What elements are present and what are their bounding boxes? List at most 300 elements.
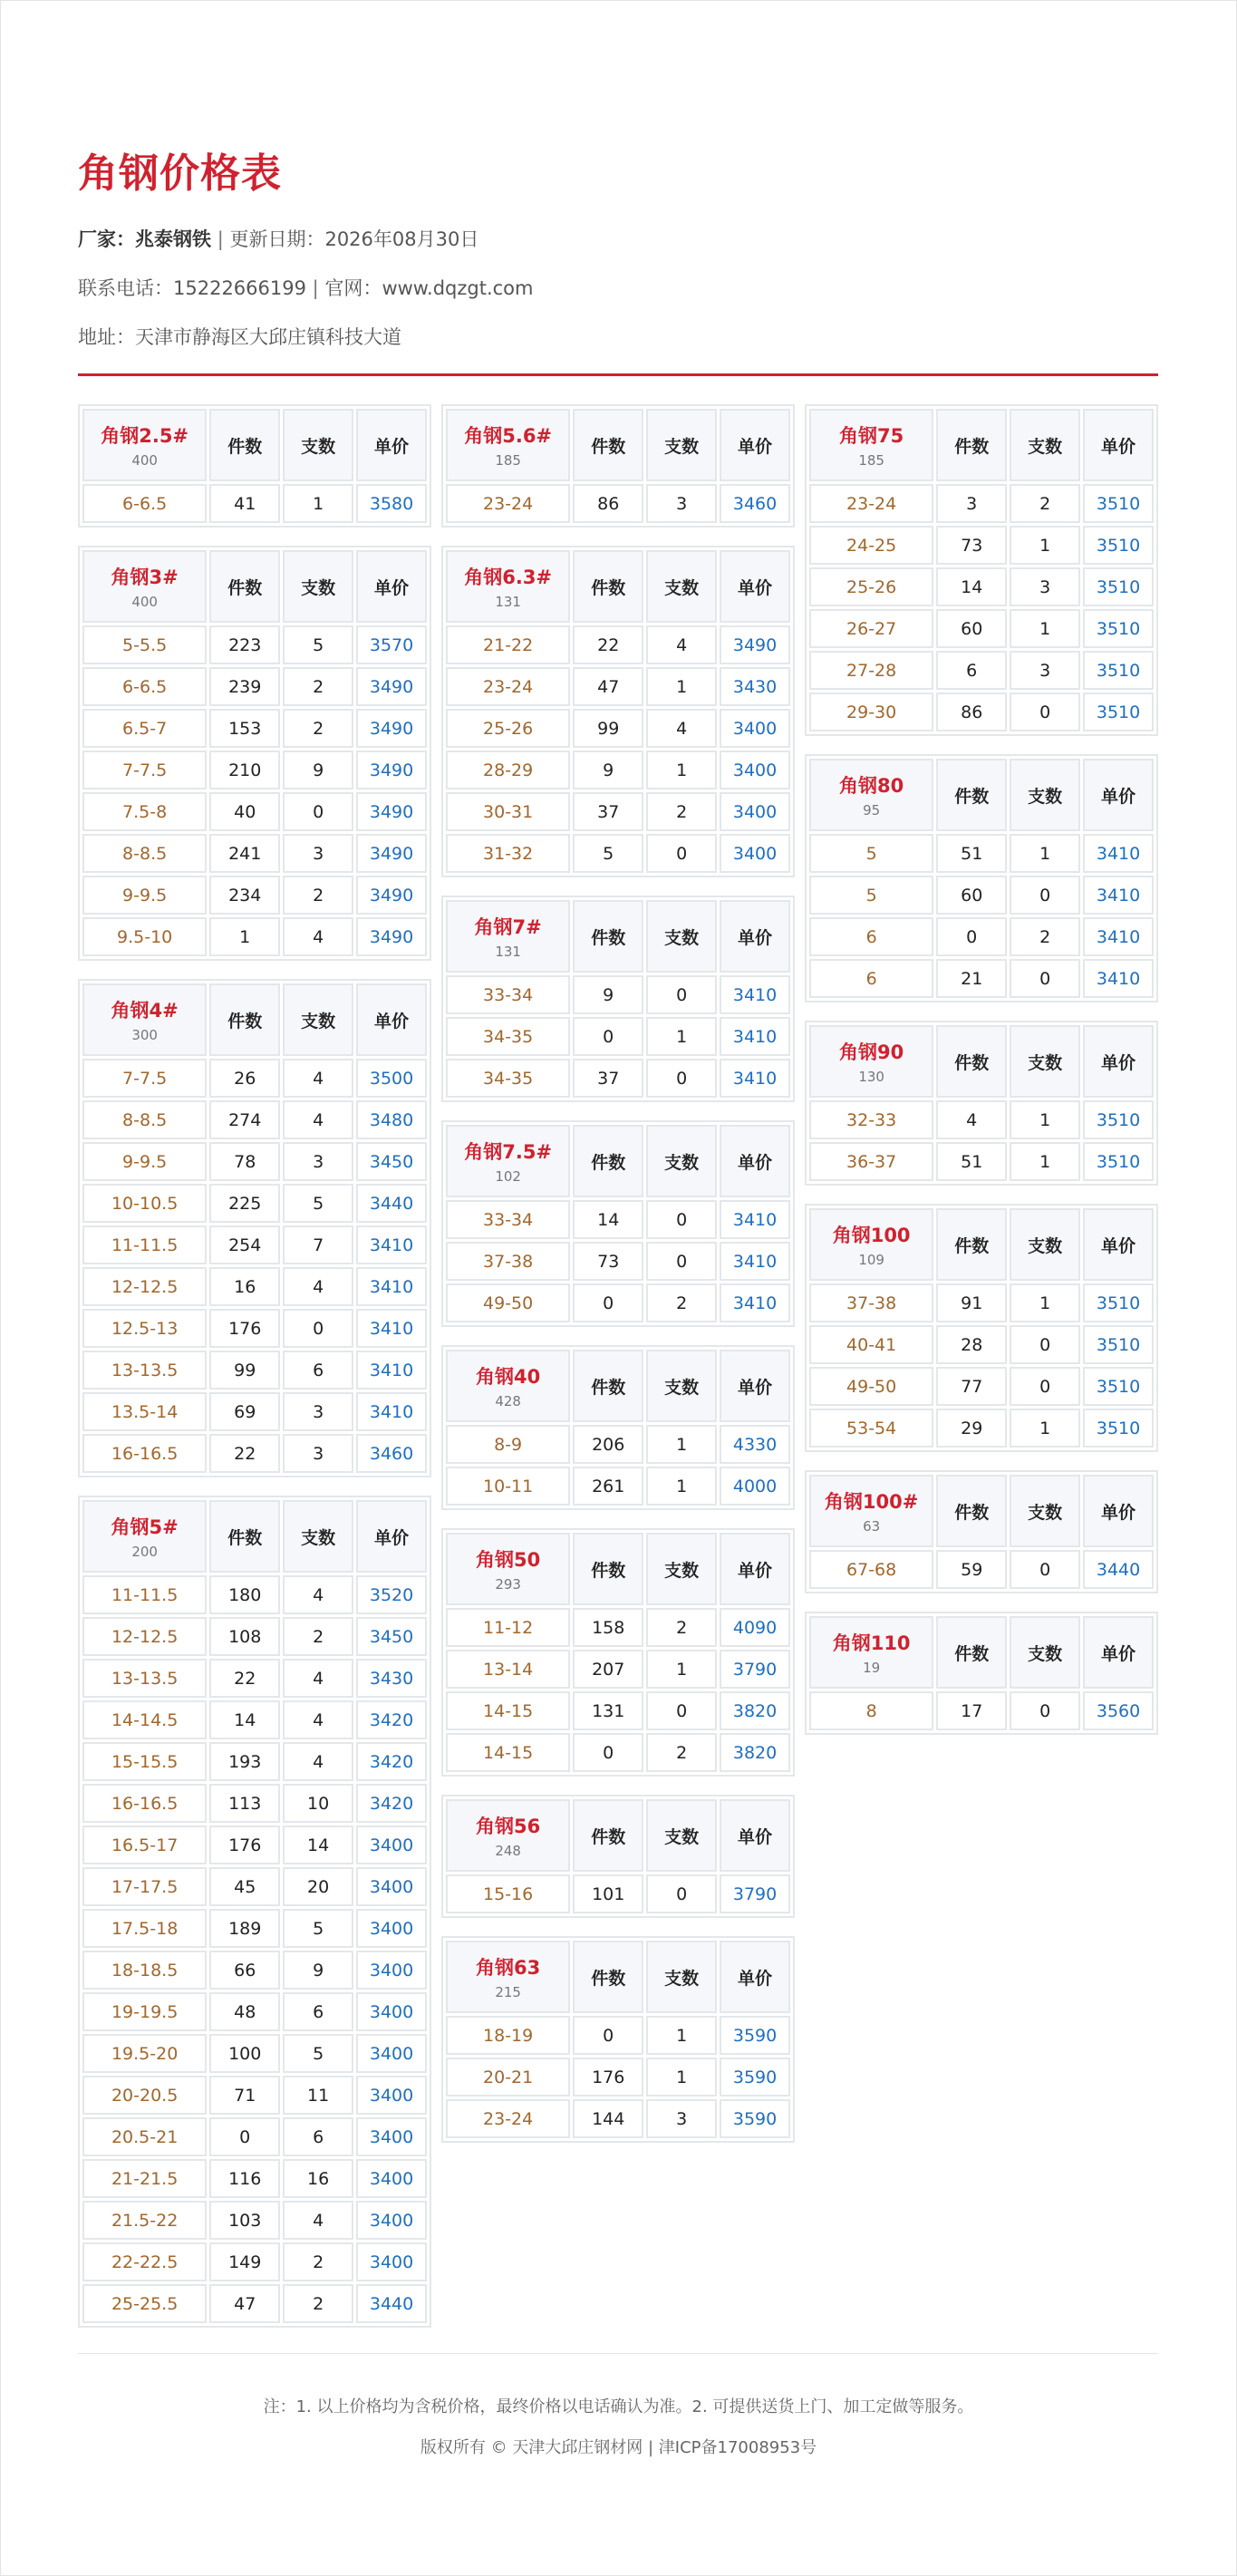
table-row [82,792,427,831]
spec-cell: 6 [809,959,933,998]
header-pieces: 件数 [573,1799,643,1872]
table-row [82,667,427,706]
spec-cell: 27-28 [809,651,933,690]
count-cell: 5 [283,1184,353,1223]
spec-cell: 21-21.5 [82,2159,207,2198]
price-cell: 3400 [356,1825,427,1864]
header-count: 支数 [283,550,353,623]
product-count: 293 [495,1576,521,1593]
price-cell: 3400 [720,834,790,873]
price-cell: 3420 [356,1784,427,1823]
count-cell: 4 [283,2201,353,2240]
price-cell: 3790 [720,1650,790,1689]
pieces-cell: 206 [573,1425,643,1464]
pieces-cell: 100 [209,2034,280,2073]
price-table [805,404,1158,736]
address-label: 地址： [78,326,135,348]
pieces-cell: 0 [573,2016,643,2055]
header-pieces: 件数 [936,759,1007,831]
table-row [446,2016,790,2055]
table-row [809,1283,1154,1322]
spec-cell: 18-18.5 [82,1951,207,1990]
spec-cell: 13-13.5 [82,1659,207,1698]
header-pieces: 件数 [573,1941,643,2013]
header-price: 单价 [720,550,790,623]
count-cell: 1 [646,2058,717,2097]
header-count: 支数 [646,1533,717,1605]
count-cell: 1 [646,1017,717,1056]
table-header-row [446,550,790,623]
header-count: 支数 [646,1350,717,1422]
product-cell [446,1799,570,1872]
price-cell: 3410 [356,1392,427,1431]
spec-cell: 67-68 [809,1550,933,1589]
price-cell: 3490 [356,751,427,789]
count-cell: 3 [283,1392,353,1431]
count-cell: 0 [1010,876,1080,915]
product-name: 角钢110 [832,1632,911,1654]
product-cell [809,759,933,831]
header-price: 单价 [720,1533,790,1605]
table-row [809,1325,1154,1364]
pieces-cell: 180 [209,1575,280,1614]
price-table [441,1528,795,1777]
header-pieces: 件数 [209,983,280,1056]
spec-cell: 23-24 [446,667,570,706]
product-cell [809,409,933,481]
pieces-cell: 45 [209,1867,280,1906]
header-count: 支数 [1010,1475,1080,1547]
spec-cell: 6 [809,917,933,956]
price-cell: 3400 [356,1951,427,1990]
price-cell: 3410 [720,975,790,1014]
table-row [446,2099,790,2138]
count-cell: 10 [283,1784,353,1823]
pieces-cell: 149 [209,2242,280,2281]
count-cell: 6 [283,1351,353,1390]
price-cell: 3400 [720,709,790,748]
count-cell: 1 [1010,526,1080,565]
spec-cell: 7-7.5 [82,751,207,789]
table-row [809,876,1154,915]
table-row [446,792,790,831]
spec-cell: 11-12 [446,1608,570,1647]
table-header-row [809,1475,1154,1547]
product-name: 角钢7# [474,916,542,938]
table-row [82,1142,427,1181]
price-cell: 3430 [356,1659,427,1698]
spec-cell: 21.5-22 [82,2201,207,2240]
table-row [82,1100,427,1139]
pieces-cell: 22 [573,625,643,664]
count-cell: 2 [1010,917,1080,956]
pieces-cell: 0 [573,1283,643,1322]
table-row [82,1951,427,1990]
footer-copyright: 版权所有 © 天津大邱庄钢材网 | 津ICP备17008953号 [420,2438,817,2457]
footer-note: 注：1. 以上价格均为含税价格，最终价格以电话确认为准。2. 可提供送货上门、加工定做等服务。 [263,2397,974,2416]
table-row [446,1608,790,1647]
price-cell: 3420 [356,1742,427,1781]
table-row [82,2201,427,2240]
spec-cell: 9.5-10 [82,917,207,956]
count-cell: 0 [1010,959,1080,998]
product-cell [82,1500,207,1573]
count-cell: 0 [646,1691,717,1730]
spec-cell: 6-6.5 [82,484,207,523]
table-row [446,834,790,873]
header-price: 单价 [1083,1475,1154,1547]
price-cell: 3510 [1083,567,1154,606]
spec-cell: 28-29 [446,751,570,789]
table-row [82,1617,427,1656]
table-row [82,834,427,873]
table-header-row [809,1616,1154,1689]
table-header-row [446,1941,790,2013]
price-table [441,1795,795,1918]
spec-cell: 9-9.5 [82,876,207,915]
table-row [82,484,427,523]
pieces-cell: 225 [209,1184,280,1223]
price-cell: 3590 [720,2058,790,2097]
table-row [809,651,1154,690]
count-cell: 3 [646,484,717,523]
pieces-cell: 14 [936,567,1007,606]
price-cell: 3820 [720,1691,790,1730]
count-cell: 1 [646,2016,717,2055]
spec-cell: 53-54 [809,1409,933,1448]
table-row [446,1283,790,1322]
table-row [82,1309,427,1348]
count-cell: 3 [283,1142,353,1181]
table-row [446,1733,790,1772]
price-cell: 3410 [356,1267,427,1306]
header-price: 单价 [356,409,427,481]
table-row [809,1367,1154,1406]
product-cell [82,409,207,481]
product-count: 200 [131,1544,158,1560]
price-cell: 3450 [356,1617,427,1656]
table-row [82,917,427,956]
count-cell: 0 [646,1059,717,1098]
price-cell: 3490 [356,667,427,706]
table-row [82,2117,427,2156]
update-date: 2026年08月30日 [324,228,479,250]
header-price: 单价 [1083,1208,1154,1281]
header-pieces: 件数 [936,1475,1007,1547]
pieces-cell: 26 [209,1059,280,1098]
header-price: 单价 [720,1125,790,1197]
pieces-cell: 234 [209,876,280,915]
table-row [446,1425,790,1464]
price-column-1 [78,404,431,2346]
count-cell: 1 [1010,1409,1080,1448]
count-cell: 2 [283,876,353,915]
spec-cell: 12-12.5 [82,1617,207,1656]
table-row [82,1434,427,1473]
spec-cell: 11-11.5 [82,1575,207,1614]
price-cell: 3510 [1083,484,1154,523]
price-cell: 3510 [1083,1367,1154,1406]
spec-cell: 11-11.5 [82,1225,207,1264]
table-row [809,1142,1154,1181]
pieces-cell: 47 [209,2284,280,2323]
header-count: 支数 [283,983,353,1056]
price-cell: 3440 [356,1184,427,1223]
price-table [78,404,431,528]
header-price: 单价 [720,900,790,973]
price-cell: 3410 [720,1200,790,1239]
header-price: 单价 [356,1500,427,1573]
product-cell [82,983,207,1056]
pieces-cell: 1 [209,917,280,956]
header-price: 单价 [1083,409,1154,481]
price-cell: 3410 [356,1351,427,1390]
maker-label: 厂家： [78,228,135,250]
site-link[interactable]: www.dqzgt.com [382,277,534,299]
price-cell: 3400 [720,751,790,789]
price-cell: 3400 [356,1867,427,1906]
spec-cell: 40-41 [809,1325,933,1364]
table-row [82,1575,427,1614]
price-cell: 3440 [1083,1550,1154,1589]
product-count: 102 [495,1168,521,1185]
count-cell: 0 [646,1874,717,1913]
price-cell: 3790 [720,1874,790,1913]
price-cell: 3510 [1083,526,1154,565]
count-cell: 14 [283,1825,353,1864]
table-row [446,1059,790,1098]
spec-cell: 12-12.5 [82,1267,207,1306]
spec-cell: 18-19 [446,2016,570,2055]
header-pieces: 件数 [573,1125,643,1197]
pieces-cell: 51 [936,1142,1007,1181]
header-pieces: 件数 [573,409,643,481]
count-cell: 2 [646,792,717,831]
spec-cell: 24-25 [809,526,933,565]
header-pieces: 件数 [936,409,1007,481]
price-cell: 3500 [356,1059,427,1098]
header-count: 支数 [646,1941,717,2013]
count-cell: 3 [646,2099,717,2138]
product-name: 角钢56 [476,1816,541,1837]
table-row [82,2076,427,2115]
count-cell: 4 [283,1059,353,1098]
product-count: 248 [495,1843,521,1859]
count-cell: 1 [283,484,353,523]
product-count: 130 [858,1069,884,1085]
table-row [809,959,1154,998]
price-cell: 3590 [720,2099,790,2138]
product-cell [446,1125,570,1197]
spec-cell: 8-9 [446,1425,570,1464]
table-header-row [446,900,790,973]
spec-cell: 23-24 [446,2099,570,2138]
spec-cell: 19.5-20 [82,2034,207,2073]
table-row [446,1200,790,1239]
spec-cell: 19-19.5 [82,1992,207,2031]
pieces-cell: 176 [209,1825,280,1864]
table-row [446,1874,790,1913]
table-row [446,1691,790,1730]
price-cell: 3400 [356,2201,427,2240]
count-cell: 4 [283,1100,353,1139]
table-row [82,1909,427,1948]
count-cell: 1 [646,751,717,789]
price-cell: 4330 [720,1425,790,1464]
spec-cell: 49-50 [809,1367,933,1406]
table-row [446,484,790,523]
pieces-cell: 274 [209,1100,280,1139]
spec-cell: 23-24 [809,484,933,523]
pieces-cell: 14 [573,1200,643,1239]
price-table [805,754,1158,1002]
count-cell: 2 [646,1733,717,1772]
pieces-cell: 47 [573,667,643,706]
price-cell: 3510 [1083,1325,1154,1364]
spec-cell: 33-34 [446,1200,570,1239]
price-cell: 3420 [356,1700,427,1739]
pieces-cell: 37 [573,792,643,831]
header-count: 支数 [1010,1025,1080,1098]
price-cell: 3510 [1083,1100,1154,1139]
header-divider [78,373,1158,376]
price-cell: 4000 [720,1467,790,1506]
header-price: 单价 [720,1799,790,1872]
count-cell: 2 [283,709,353,748]
price-cell: 3410 [720,1283,790,1322]
header-count: 支数 [1010,1208,1080,1281]
price-cell: 3400 [356,2159,427,2198]
price-cell: 3490 [356,709,427,748]
count-cell: 4 [283,917,353,956]
pieces-cell: 86 [573,484,643,523]
spec-cell: 20-20.5 [82,2076,207,2115]
table-row [446,751,790,789]
product-name: 角钢6.3# [464,567,553,588]
table-row [82,1992,427,2031]
count-cell: 16 [283,2159,353,2198]
product-cell [809,1025,933,1098]
spec-cell: 49-50 [446,1283,570,1322]
product-name: 角钢4# [111,1000,179,1022]
separator: | [312,277,319,299]
spec-cell: 8-8.5 [82,1100,207,1139]
spec-cell: 36-37 [809,1142,933,1181]
price-cell: 3580 [356,484,427,523]
header-price: 单价 [356,550,427,623]
price-table [441,546,795,877]
spec-cell: 12.5-13 [82,1309,207,1348]
price-table [441,896,795,1102]
table-header-row [446,1350,790,1422]
pieces-cell: 14 [209,1700,280,1739]
pieces-cell: 51 [936,834,1007,873]
count-cell: 2 [283,1617,353,1656]
header-count: 支数 [646,409,717,481]
table-row [446,975,790,1014]
pieces-cell: 60 [936,876,1007,915]
product-cell [809,1208,933,1281]
header-pieces: 件数 [936,1025,1007,1098]
pieces-cell: 239 [209,667,280,706]
pieces-cell: 103 [209,2201,280,2240]
spec-cell: 8-8.5 [82,834,207,873]
pieces-cell: 207 [573,1650,643,1689]
page-title: 角钢价格表 [78,150,282,197]
spec-cell: 9-9.5 [82,1142,207,1181]
price-cell: 3560 [1083,1691,1154,1730]
spec-cell: 6.5-7 [82,709,207,748]
price-table [78,1496,431,2328]
pieces-cell: 153 [209,709,280,748]
count-cell: 1 [1010,1100,1080,1139]
table-header-row [446,409,790,481]
header-pieces: 件数 [209,409,280,481]
table-header-row [82,1500,427,1573]
table-row [82,2159,427,2198]
spec-cell: 7.5-8 [82,792,207,831]
spec-cell: 16-16.5 [82,1784,207,1823]
pieces-cell: 91 [936,1283,1007,1322]
phone-number[interactable]: 15222666199 [173,277,306,299]
address-value: 天津市静海区大邱庄镇科技大道 [135,326,401,348]
table-row [809,609,1154,648]
pieces-cell: 40 [209,792,280,831]
count-cell: 1 [1010,834,1080,873]
price-cell: 3430 [720,667,790,706]
table-row [809,567,1154,606]
price-cell: 3490 [356,876,427,915]
price-cell: 3460 [720,484,790,523]
count-cell: 1 [646,1467,717,1506]
table-row [82,2284,427,2323]
header-pieces: 件数 [573,1533,643,1605]
table-row [446,667,790,706]
count-cell: 0 [646,975,717,1014]
product-count: 185 [495,452,521,469]
count-cell: 4 [283,1700,353,1739]
count-cell: 1 [646,667,717,706]
header-pieces: 件数 [573,900,643,973]
product-count: 185 [858,452,884,469]
count-cell: 4 [283,1659,353,1698]
table-row [446,1467,790,1506]
spec-cell: 17-17.5 [82,1867,207,1906]
table-row [809,1550,1154,1589]
spec-cell: 5 [809,834,933,873]
count-cell: 1 [1010,1283,1080,1322]
count-cell: 3 [1010,567,1080,606]
maker-name: 兆泰钢铁 [135,228,211,250]
price-cell: 3410 [1083,959,1154,998]
table-header-row [82,409,427,481]
pieces-cell: 101 [573,1874,643,1913]
count-cell: 2 [1010,484,1080,523]
header-count: 支数 [1010,1616,1080,1689]
product-cell [446,1533,570,1605]
table-header-row [446,1125,790,1197]
pieces-cell: 5 [573,834,643,873]
count-cell: 0 [646,1242,717,1281]
price-table [78,546,431,961]
count-cell: 4 [283,1575,353,1614]
count-cell: 0 [283,792,353,831]
pieces-cell: 0 [936,917,1007,956]
price-cell: 3400 [720,792,790,831]
count-cell: 1 [1010,609,1080,648]
count-cell: 9 [283,1951,353,1990]
pieces-cell: 78 [209,1142,280,1181]
